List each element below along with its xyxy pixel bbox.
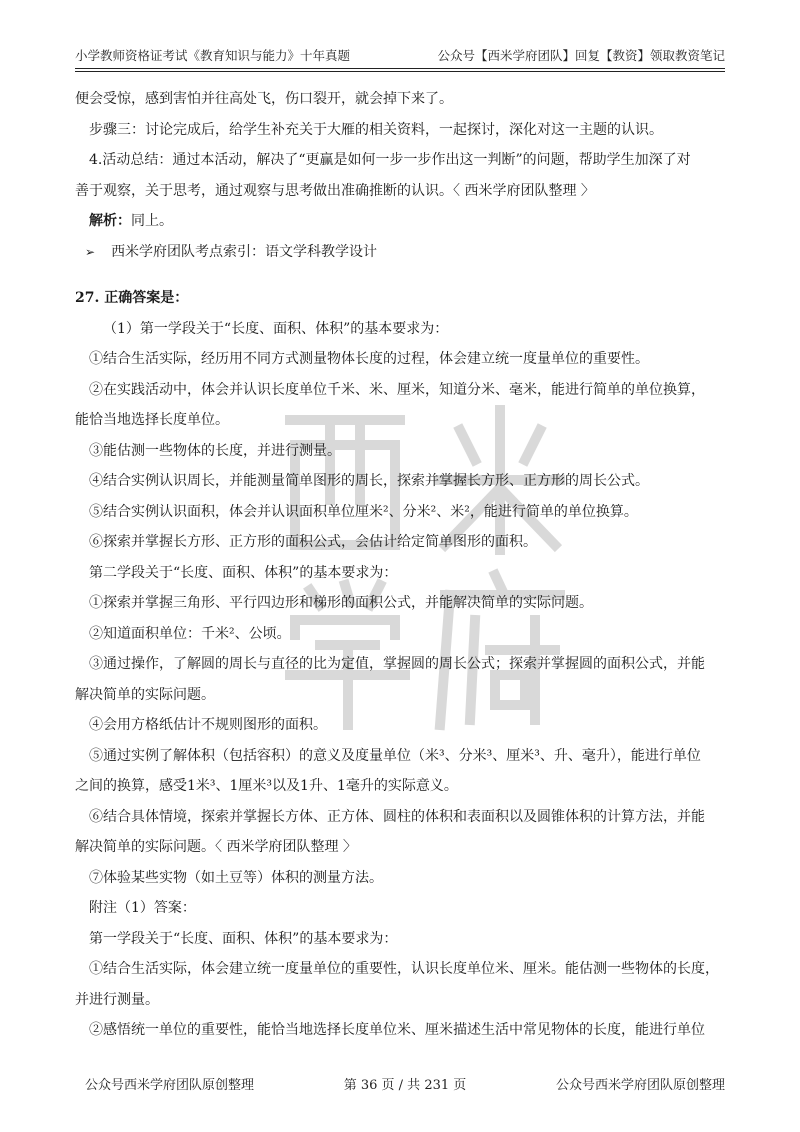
answer-line: ④结合实例认识周长，并能测量简单图形的周长，探索并掌握长方形、正方形的周长公式。 xyxy=(89,473,649,489)
analysis xyxy=(75,206,725,237)
answer-line: ⑥探索并掌握长方形、正方形的面积公式，会估计给定简单图形的面积。 xyxy=(89,534,537,550)
analysis-text: 同上。 xyxy=(131,213,173,229)
header-left-title: 小学教师资格证考试《教育知识与能力》十年真题 xyxy=(75,48,351,63)
step-three: 步骤三：讨论完成后，给学生补充关于大雁的相关资料，一起探讨，深化对这一主题的认识。 xyxy=(89,121,663,138)
page-header xyxy=(75,44,725,66)
answer-line: ④会用方格纸估计不规则图形的面积。 xyxy=(89,717,327,733)
answer-line: 第二学段关于“长度、面积、体积”的基本要求为： xyxy=(89,564,398,581)
answer-line: ③通过操作，了解圆的周长与直径的比为定值，掌握圆的周长公式；探索并掌握圆的面积公式，并能 xyxy=(89,656,705,672)
footer-right: 公众号西米学府团队原创整理 xyxy=(555,1078,725,1093)
answer-line: ②知道面积单位：千米²、公顷。 xyxy=(89,625,291,642)
answer-line: 第一学段关于“长度、面积、体积”的基本要求为： xyxy=(89,930,398,947)
answer-line: ⑤通过实例了解体积（包括容积）的意义及度量单位（米³、分米³、厘米³、升、毫升），能进行单位 xyxy=(89,747,701,764)
topic-index xyxy=(75,237,725,268)
answer-line: ①探索并掌握三角形、平行四边形和梯形的面积公式，并能解决简单的实际问题。 xyxy=(89,595,593,611)
answer-line: ②在实践活动中，体会并认识长度单位千米、米、厘米，知道分米、毫米，能进行简单的单位换算， xyxy=(89,381,705,398)
answer-line: 附注（1）答案： xyxy=(89,900,196,916)
answer-line: ①结合生活实际，体会建立统一度量单位的重要性，认识长度单位米、厘米。能估测一些物体的长度， xyxy=(89,961,719,977)
arrow-bullet-icon: ➢ xyxy=(85,244,96,259)
paragraph-line: 便会受惊，感到害怕并往高处飞，伤口裂开，就会掉下来了。 xyxy=(75,91,453,107)
document-body xyxy=(75,84,725,1046)
answer-line: （1）第一学段关于“长度、面积、体积”的基本要求为： xyxy=(103,320,449,337)
answer-line: ⑦体验某些实物（如土豆等）体积的测量方法。 xyxy=(89,869,383,886)
answer-line: 能恰当地选择长度单位。 xyxy=(75,412,229,428)
topic-index-text: 西米学府团队考点索引：语文学科教学设计 xyxy=(111,243,378,260)
page-number: 第 36 页 / 共 231 页 xyxy=(343,1078,467,1093)
answer-line: ⑤结合实例认识面积，体会并认识面积单位厘米²、分米²、米²，能进行简单的单位换算。 xyxy=(89,503,638,520)
activity-summary-cont: 善于观察，关于思考，通过观察与思考做出准确推断的认识。〈 西米学府团队整理 〉 xyxy=(75,182,595,199)
header-rule xyxy=(75,68,725,69)
page-footer xyxy=(85,1074,725,1093)
answer-line: 之间的换算，感受1米³、1厘米³以及1升、1毫升的实际意义。 xyxy=(75,778,458,794)
footer-left: 公众号西米学府团队原创整理 xyxy=(85,1078,255,1093)
answer-line: ③能估测一些物体的长度，并进行测量。 xyxy=(89,442,341,459)
activity-summary: 4.活动总结：通过本活动，解决了“更赢是如何一步一步作出这一判断”的问题，帮助学生加深了对 xyxy=(89,152,691,168)
answer-line: 解决简单的实际问题。〈 西米学府团队整理 〉 xyxy=(75,839,357,855)
header-rule-thin xyxy=(75,71,725,72)
answer-line: 解决简单的实际问题。 xyxy=(75,686,215,703)
answer-line: ②感悟统一单位的重要性，能恰当地选择长度单位米、厘米描述生活中常见物体的长度，能进行单位 xyxy=(89,1022,705,1038)
analysis-label: 解析： xyxy=(89,213,131,229)
header-right-note: 公众号【西米学府团队】回复【教资】领取教资笔记 xyxy=(437,48,725,63)
answer-line: ⑥结合具体情境，探索并掌握长方体、正方体、圆柱的体积和表面积以及圆锥体积的计算方法，并能 xyxy=(89,808,705,825)
question-27-title: 27. 正确答案是： xyxy=(75,290,189,306)
answer-line: ①结合生活实际，经历用不同方式测量物体长度的过程，体会建立统一度量单位的重要性。 xyxy=(89,351,649,367)
answer-line: 并进行测量。 xyxy=(75,991,159,1008)
